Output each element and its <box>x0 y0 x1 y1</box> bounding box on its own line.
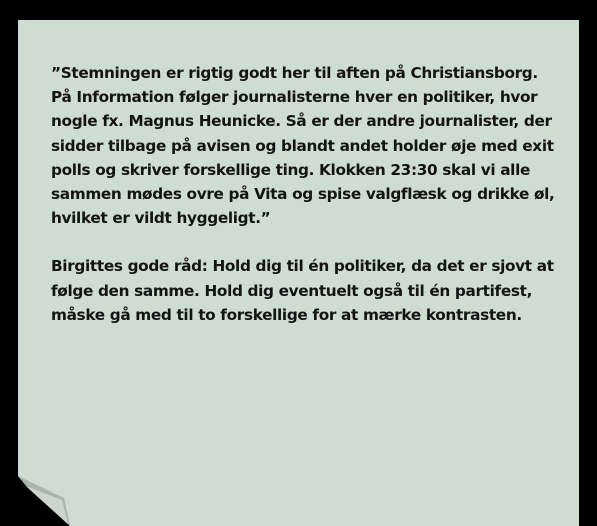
sticky-note <box>18 20 579 526</box>
note-quote: ”Stemningen er rigtig godt her til aften på Christiansborg. På Information følger journalisterne hver en politiker, hvor nogle fx. Magnus Heunicke. Så er der andre journalister, der sidder tilbage på avisen og blandt andet holder øje med exit polls og skriver forskellige ting. Klokken 23:30 skal vi alle sammen mødes ovre på Vita og spise valgflæsk og drikke øl, hvilket er vildt hyggeligt.” <box>51 64 555 228</box>
note-advice: Birgittes gode råd: Hold dig til én politiker, da det er sjovt at følge den samme. Hold dig eventuelt også til én partifest, måske gå med til to forskellige for at mærke kontrasten. <box>51 257 554 324</box>
page-curl-icon <box>18 476 70 526</box>
note-body <box>51 61 556 327</box>
